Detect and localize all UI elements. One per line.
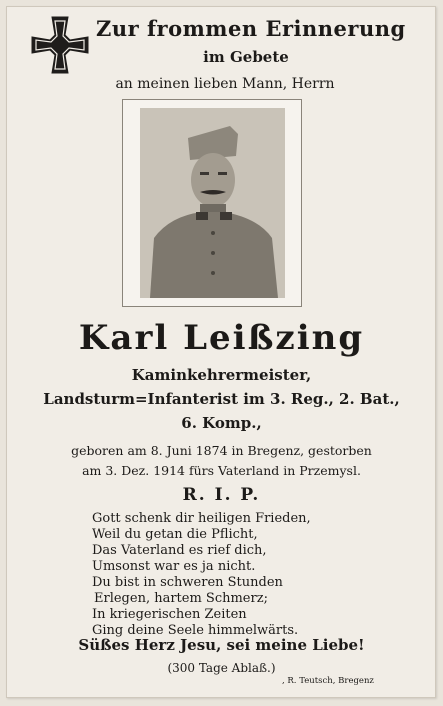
poem-line: Das Vaterland es rief dich, [92, 543, 267, 558]
unit-line-2: 6. Komp., [181, 414, 262, 432]
printer-imprint: , R. Teutsch, Bregenz [282, 676, 374, 686]
closing-prayer: Süßes Herz Jesu, sei meine Liebe! [78, 636, 365, 654]
death-line: am 3. Dez. 1914 fürs Vaterland in Przemysl. [82, 463, 361, 478]
poem-line: In kriegerischen Zeiten [92, 607, 247, 622]
soldier-portrait [140, 108, 285, 298]
heading-line3: an meinen lieben Mann, Herrn [115, 76, 335, 92]
iron-cross-icon [30, 15, 90, 75]
heading-sub: im Gebete [203, 48, 289, 66]
indulgence-note: (300 Tage Ablaß.) [167, 661, 276, 675]
birth-line: geboren am 8. Juni 1874 in Bregenz, gestorben [71, 443, 372, 458]
rip-text: R. I. P. [182, 485, 261, 505]
poem-line: Du bist in schweren Stunden [92, 575, 283, 590]
heading-main: Zur frommen Erinnerung [96, 16, 406, 41]
poem-line: Gott schenk dir heiligen Frieden, [92, 511, 311, 526]
unit-line-1: Landsturm=Infanterist im 3. Reg., 2. Bat., [43, 390, 400, 408]
poem-line: Erlegen, hartem Schmerz; [94, 591, 268, 606]
poem-line: Ging deine Seele himmelwärts. [92, 623, 299, 638]
poem [92, 511, 392, 639]
deceased-name: Karl Leißzing [78, 318, 365, 358]
poem-line: Weil du getan die Pflicht, [92, 527, 258, 542]
poem-line: Umsonst war es ja nicht. [92, 559, 256, 574]
occupation: Kaminkehrermeister, [131, 366, 312, 384]
